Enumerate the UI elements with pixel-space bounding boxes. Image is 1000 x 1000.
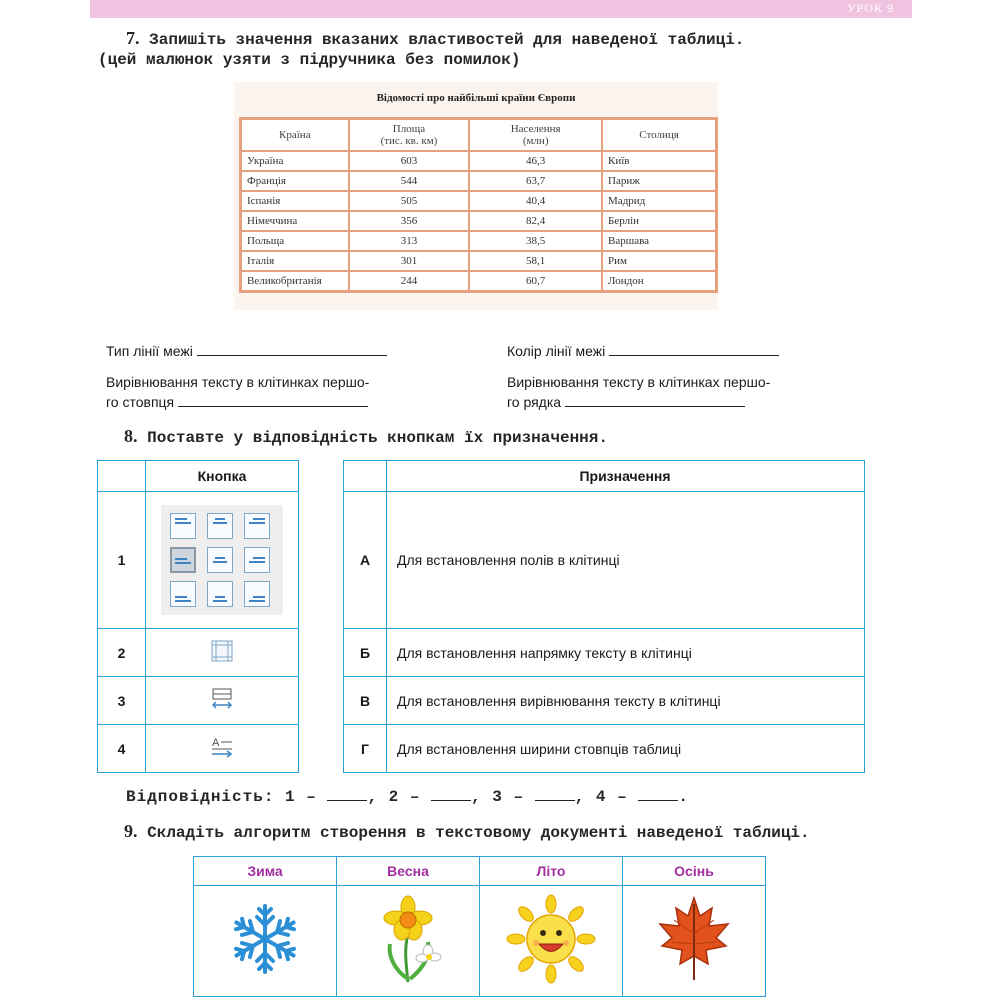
task9-text: Складіть алгоритм створення в текстовому документі наведеної таблиці. [147,824,810,842]
first-row-align-field [507,372,770,412]
purpose-letter: Г [344,725,387,773]
figure-title: Відомості про найбільші країни Європи [376,92,576,104]
align-bottom-left-icon [170,581,196,607]
table-row [344,725,865,773]
buttons-header: Кнопка [146,461,299,492]
task9-number: 9. [124,821,138,841]
alignment-buttons-cell [146,492,299,629]
answer-part: . [678,788,689,806]
answer-part: , 4 – [574,788,628,806]
answer-part: , 3 – [471,788,525,806]
header-country: Країна [241,119,349,152]
first-col-align-blank[interactable] [178,392,368,407]
autumn-image-cell [623,886,766,997]
cell-margins-cell [146,629,299,677]
table-row: Польща 313 38,5 Варшава [241,231,717,251]
table-row [344,629,865,677]
border-color-blank[interactable] [609,341,779,356]
purpose-letter: А [344,492,387,629]
alignment-grid-icon [161,505,283,615]
align-top-left-icon [170,513,196,539]
first-col-align-field [106,372,369,412]
column-width-icon [209,686,235,712]
task7-text: Запишіть значення вказаних властивостей для наведеної таблиці. [149,31,745,49]
table-row: Іспанія 505 40,4 Мадрид [241,191,717,211]
purpose-text: Для встановлення вирівнювання тексту в клітинці [387,677,865,725]
answer-part: 1 – [285,788,317,806]
table-row: Німеччина 356 82,4 Берлін [241,211,717,231]
purpose-text: Для встановлення полів в клітинці [387,492,865,629]
summer-image-cell [480,886,623,997]
purposes-header-empty [344,461,387,492]
align-middle-left-icon [170,547,196,573]
border-color-field [507,341,779,359]
text-direction-icon [208,734,236,760]
table-row: Італія 301 58,1 Рим [241,251,717,271]
column-width-cell [146,677,299,725]
sun-icon [506,894,596,984]
button-number: 2 [98,629,146,677]
season-autumn: Осінь [623,857,766,886]
answer-line [126,786,689,806]
table-row: Великобританія 244 60,7 Лондон [241,271,717,292]
answer-blank-1[interactable] [327,786,367,801]
border-type-blank[interactable] [197,341,387,356]
align-bottom-center-icon [207,581,233,607]
table-row [98,677,299,725]
seasons-table [193,856,766,997]
first-row-align-label: Вирівнювання тексту в клітинках першо- [507,374,771,390]
purpose-text: Для встановлення напрямку тексту в клітинці [387,629,865,677]
text-direction-cell [146,725,299,773]
buttons-header-empty [98,461,146,492]
answer-blank-2[interactable] [431,786,471,801]
winter-image-cell [194,886,337,997]
table-row: Франція 544 63,7 Париж [241,171,717,191]
align-bottom-right-icon [244,581,270,607]
countries-header-row [241,119,717,152]
header-capital: Столиця [602,119,716,152]
daffodil-icon [368,894,448,984]
table-row [98,725,299,773]
purpose-letter: Б [344,629,387,677]
align-middle-right-icon [244,547,270,573]
table-row [344,677,865,725]
table-row [344,492,865,629]
buttons-table [97,460,299,773]
border-type-field [106,341,387,359]
border-type-label: Тип лінії межі [106,343,193,359]
countries-table [239,117,718,293]
align-middle-center-icon [207,547,233,573]
align-top-center-icon [207,513,233,539]
answer-blank-4[interactable] [638,786,678,801]
answer-blank-3[interactable] [535,786,575,801]
purposes-header: Призначення [387,461,865,492]
svg-text:A: A [212,737,220,749]
task7-heading [126,28,744,49]
header-band [90,0,912,18]
season-spring: Весна [337,857,480,886]
header-population: Населення (млн) [469,119,602,152]
season-winter: Зима [194,857,337,886]
header-area: Площа (тис. кв. км) [349,119,470,152]
task8-text: Поставте у відповідність кнопкам їх призначення. [147,429,608,447]
lesson-label: УРОК 9 [847,1,894,15]
table-row: Україна 603 46,3 Київ [241,151,717,171]
maple-leaf-icon [654,894,734,984]
first-row-align-blank[interactable] [565,392,745,407]
purpose-text: Для встановлення ширини стовпців таблиці [387,725,865,773]
first-row-align-label-2: го рядка [507,394,562,410]
snowflake-icon [225,899,305,979]
spring-image-cell [337,886,480,997]
task7-note: (цей малюнок узяти з підручника без помилок) [98,51,521,69]
purpose-letter: В [344,677,387,725]
border-color-label: Колір лінії межі [507,343,606,359]
task8-heading [124,426,608,447]
button-number: 1 [98,492,146,629]
table-row [98,629,299,677]
first-col-align-label-2: го стовпця [106,394,175,410]
task8-number: 8. [124,426,138,446]
button-number: 4 [98,725,146,773]
season-summer: Літо [480,857,623,886]
purposes-table [343,460,865,773]
table-row [98,492,299,629]
answer-part: , 2 – [367,788,421,806]
button-number: 3 [98,677,146,725]
answer-label: Відповідність: [126,788,275,806]
align-top-right-icon [244,513,270,539]
task9-heading [124,821,810,842]
countries-figure [234,82,718,310]
first-col-align-label: Вирівнювання тексту в клітинках першо- [106,374,370,390]
task7-number: 7. [126,28,140,48]
cell-margins-icon [209,638,235,664]
